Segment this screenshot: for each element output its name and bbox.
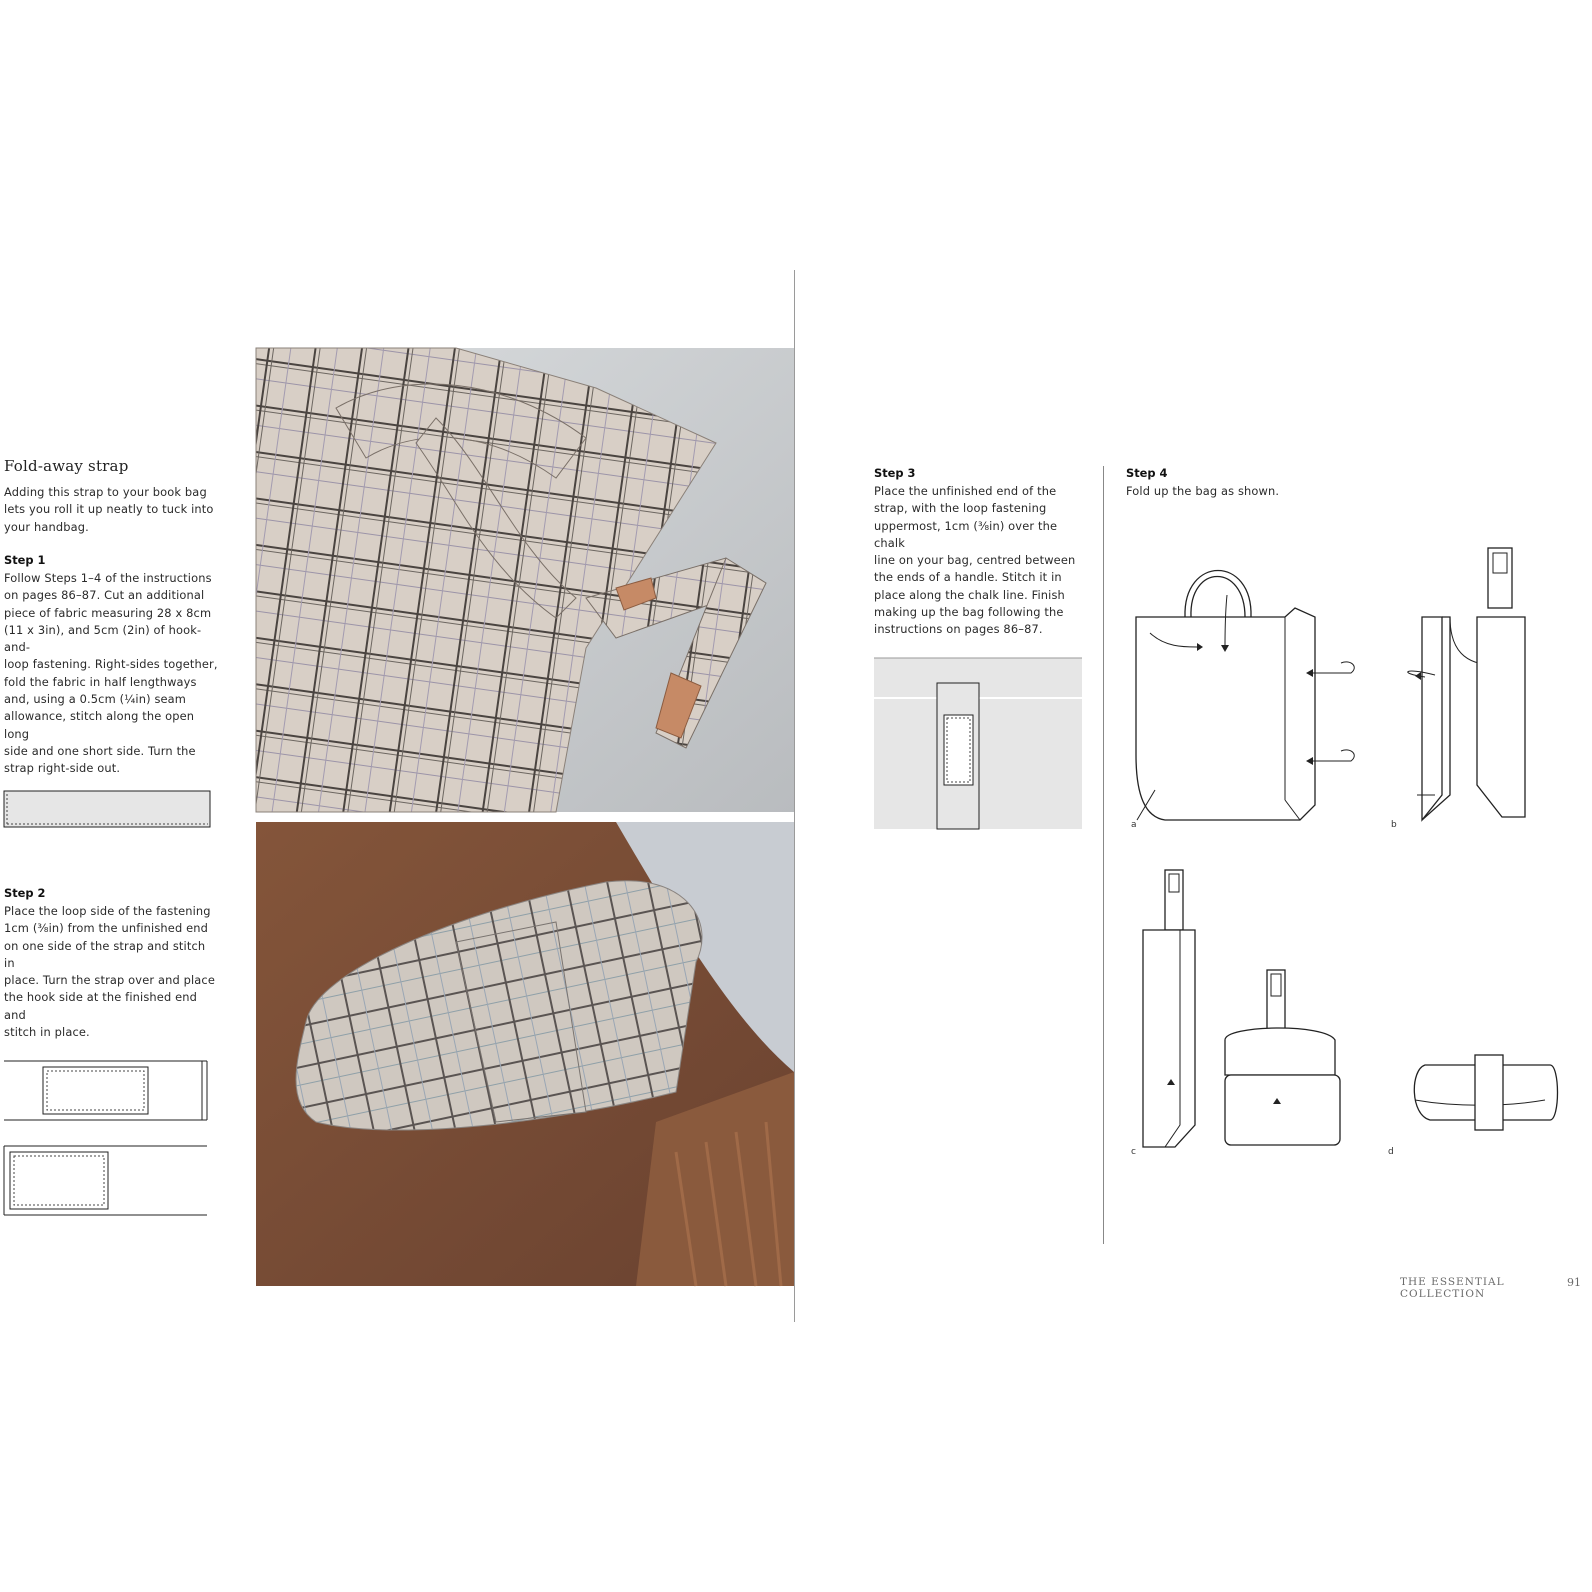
page-gutter-line [794,270,795,1322]
step4-text: Fold up the bag as shown. [1126,484,1280,498]
running-title: THE ESSENTIAL COLLECTION [1400,1276,1505,1300]
intro-text: Adding this strap to your book bag lets you roll it up neatly to tuck into your handbag. [4,485,214,534]
photo-bag-with-strap [256,348,794,812]
step3-text: Place the unfinished end of the strap, with the loop fastening uppermost, 1cm (⅜in) over the chalk line on your bag, centred between the ends of a handle. Stitch it in place along the chalk line. Finish making up the bag following the instructions on pages 86–87. [874,484,1076,637]
diagram-c [1131,870,1340,1157]
step2-fastening-diagram [0,1060,215,1230]
diagram-d [1388,1055,1558,1157]
photo-rolled-bag [256,822,794,1286]
step4-folding-diagrams [1125,555,1565,1165]
page-number: 91 [1567,1276,1581,1289]
diagram-b [1391,548,1525,830]
step1-heading: Step 1 [4,553,46,567]
step2-text: Place the loop side of the fastening 1cm (⅜in) from the unfinished end on one side of the strap and stitch in place. Turn the strap over and place the hook side at the finished end and stitch in place. [4,904,216,1040]
step4-heading: Step 4 [1126,466,1168,480]
step1-text: Follow Steps 1–4 of the instructions on pages 86–87. Cut an additional piece of fabric measuring 28 x 8cm (11 x 3in), and 5cm (2in) of hook-and- loop fastening. Right-sides together, fold the fabric in half lengthways and, using a 0.5cm (¼in) seam allowance, stitch along the open long side and one short side. Turn the strap right-side out. [4,571,218,776]
diagram-label-c: c [1131,1147,1136,1157]
diagram-a [1131,571,1354,831]
diagram-label-a: a [1131,820,1137,830]
column-divider [1103,466,1104,1244]
step3-chalk-line-diagram [874,658,1082,830]
diagram-label-b: b [1391,820,1397,830]
section-title: Fold-away strap [4,457,129,475]
diagram-label-d: d [1388,1147,1394,1157]
step3-heading: Step 3 [874,466,916,480]
step1-strap-diagram [0,790,215,830]
step2-heading: Step 2 [4,886,46,900]
